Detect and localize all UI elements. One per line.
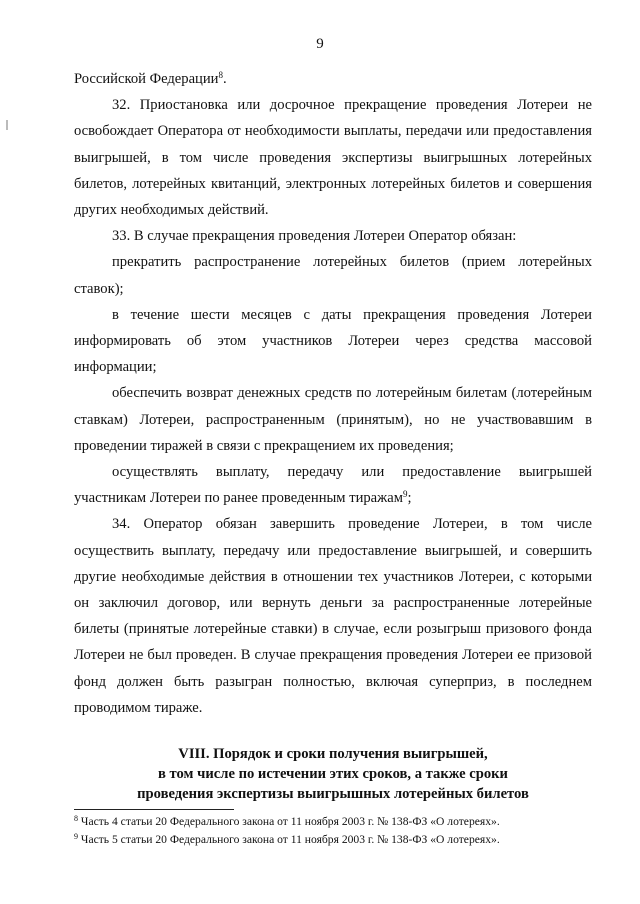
- paragraph-continuation: Российской Федерации$^8$.: [74, 70, 227, 87]
- paragraph-33-item-4: осуществлять выплату, передачу или предоставление выигрышей участникам Лотереи по ранее проведенным тиражам$^9$;: [74, 464, 592, 507]
- section-heading-line: VIII. Порядок и сроки получения выигрышей,: [178, 746, 488, 762]
- footnote-divider: [74, 809, 234, 810]
- paragraph-34: 34. Оператор обязан завершить проведение Лотереи, в том числе осуществить выплату, передачу или предоставление выигрышей, и совершить другие необходимые действия в отношении тех участников Лотереи, с которыми он заключил договор, или вернуть деньги за распространенные лотерейные билеты (принятые лотерейные ставки) в случае, если розыгрыш призового фонда Лотереи не был проведен. В случае прекращения проведения Лотереи ее призовой фонд должен быть разыгран полностью, включая суперприз, в последнем проводимом тираже.: [74, 516, 592, 716]
- paragraph-33-item-2: в течение шести месяцев с даты прекращения проведения Лотереи информировать об этом участников Лотереи через средства массовой информации;: [74, 306, 592, 376]
- section-heading: [74, 744, 592, 804]
- paragraph-32: 32. Приостановка или досрочное прекращение проведения Лотереи не освобождает Оператора от необходимости выплаты, передачи или предоставления выигрышей, в том числе проведения экспертизы выигрышных лотерейных билетов, лотерейных квитанций, электронных лотерейных билетов и совершения других необходимых действий.: [74, 97, 592, 219]
- page-body: [74, 66, 592, 721]
- footnote-ref: 9: [402, 489, 408, 500]
- scan-artifact: [6, 120, 8, 130]
- footnotes: [74, 813, 592, 849]
- paragraph-33: 33. В случае прекращения проведения Лотереи Оператор обязан:: [112, 228, 517, 245]
- page-number: 9: [316, 36, 324, 52]
- section-heading-line: в том числе по истечении этих сроков, а также сроки: [158, 766, 508, 782]
- footnote-9: $^9$ Часть 5 статьи 20 Федерального закона от 11 ноября 2003 г. № 138-ФЗ «О лотереях».: [74, 832, 500, 846]
- paragraph-33-item-3: обеспечить возврат денежных средств по лотерейным билетам (лотерейным ставкам) Лотереи, распространенным (принятым), но не участвовавшим в проведении тиражей в связи с прекращением их проведения;: [74, 385, 592, 454]
- paragraph-33-item-1: прекратить распространение лотерейных билетов (прием лотерейных ставок);: [74, 254, 592, 297]
- section-heading-line: проведения экспертизы выигрышных лотерейных билетов: [137, 786, 529, 802]
- footnote-8: $^8$ Часть 4 статьи 20 Федерального закона от 11 ноября 2003 г. № 138-ФЗ «О лотереях».: [74, 814, 500, 828]
- footnote-ref: 8: [218, 70, 223, 80]
